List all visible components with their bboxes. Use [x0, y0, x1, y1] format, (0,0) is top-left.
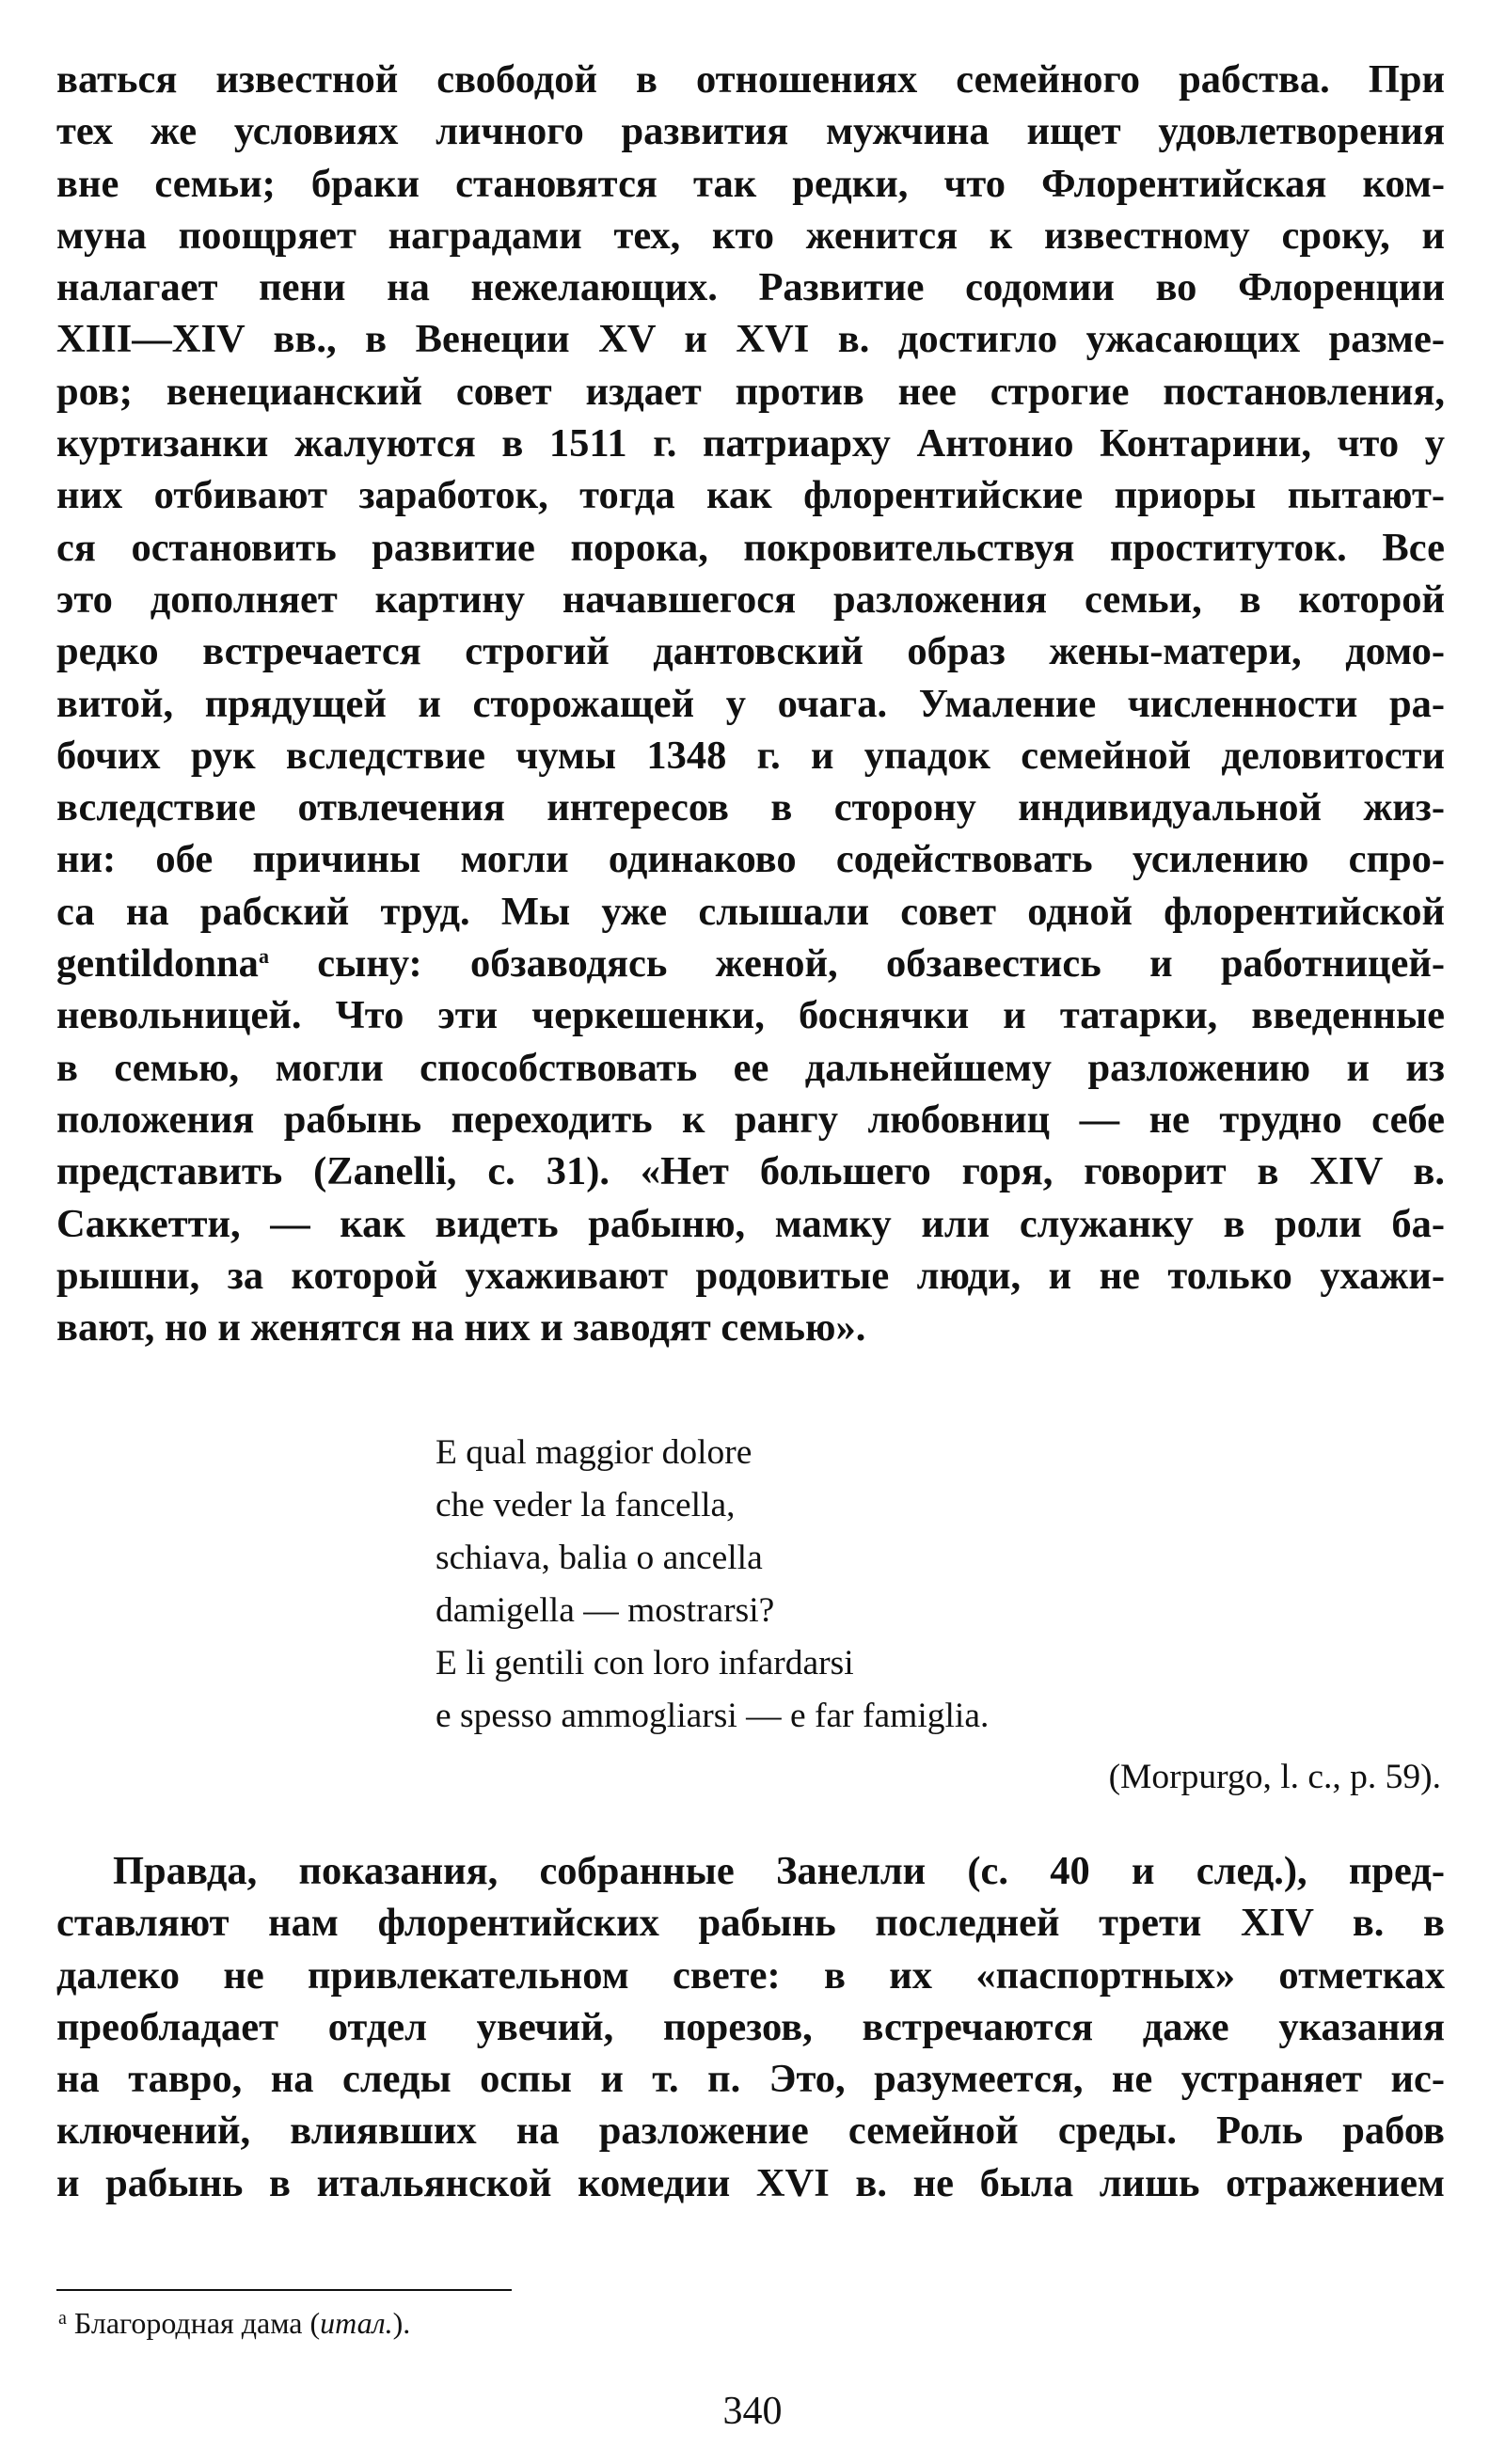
- verse-line: e spesso ammogliarsi — e far famiglia.: [436, 1697, 990, 1735]
- text-line: налагает пени на нежелающих. Развитие содомии во Флоренции: [56, 265, 1445, 310]
- text-line: на тавро, на следы оспы и т. п. Это, разумеется, не устраняет ис-: [56, 2057, 1445, 2102]
- footnote-ref-marker[interactable]: а: [258, 944, 269, 969]
- verse-line: schiava, balia o ancella: [436, 1539, 763, 1577]
- text-line: положения рабынь переходить к рангу любовниц — не трудно себе: [56, 1097, 1445, 1142]
- text-line: это дополняет картину начавшегося разложения семьи, в которой: [56, 577, 1445, 622]
- text-line: муна поощряет наградами тех, кто женится к известному сроку, и: [56, 213, 1445, 258]
- verse-line: E li gentili con loro infardarsi: [436, 1644, 854, 1682]
- text-line: ваться известной свободой в отношениях семейного рабства. При: [56, 57, 1445, 102]
- text-line: преобладает отдел увечий, порезов, встречаются даже указания: [56, 2004, 1445, 2049]
- paragraph-1: [56, 54, 1445, 1353]
- footnote-text: Благородная дама (: [73, 2306, 321, 2340]
- text-line-rest: сыну: обзаводясь женой, обзавестись и работницей-: [317, 941, 1445, 987]
- footnote-marker: а: [58, 2308, 67, 2329]
- footnote: [58, 2302, 410, 2344]
- text-line: ставляют нам флорентийских рабынь последней трети XIV в. в: [56, 1901, 1445, 1946]
- footnote-separator: [56, 2289, 512, 2291]
- text-line: рышни, за которой ухаживают родовитые люди, и не только ухажи-: [56, 1253, 1445, 1298]
- text-line: витой, прядущей и сторожащей у очага. Умаление численности ра-: [56, 681, 1445, 726]
- text-line: представить (Zanelli, с. 31). «Нет большего горя, говорит в XIV в.: [56, 1149, 1445, 1194]
- text-line: ключений, влиявших на разложение семейной среды. Роль рабов: [56, 2109, 1445, 2154]
- paragraph-2: [56, 1845, 1445, 2209]
- text-line-with-footnote-ref: [56, 938, 1445, 989]
- text-line: них отбивают заработок, тогда как флорентийские приоры пытают-: [56, 473, 1445, 518]
- verse-citation: (Morpurgo, l. c., p. 59).: [1108, 1758, 1441, 1796]
- text-line: ся остановить развитие порока, покровительствуя проституток. Все: [56, 525, 1445, 570]
- text-line: далеко не привлекательном свете: в их «паспортных» отметках: [56, 1952, 1445, 1998]
- text-line: и рабынь в итальянской комедии XVI в. не была лишь отражением: [56, 2160, 1445, 2205]
- text-line: вне семьи; браки становятся так редки, что Флорентийская ком-: [56, 161, 1445, 206]
- verse-line: E qual maggior dolore: [436, 1433, 752, 1472]
- text-line: ров; венецианский совет издает против нее строгие постановления,: [56, 369, 1445, 414]
- page-number: 340: [722, 2390, 783, 2433]
- text-line: вследствие отвлечения интересов в сторону индивидуальной жиз-: [56, 785, 1445, 830]
- text-line: вают, но и женятся на них и заводят семью».: [56, 1305, 866, 1350]
- footnote-text-end: ).: [392, 2306, 411, 2340]
- text-line: невольницей. Что эти черкешенки, боснячки и татарки, введенные: [56, 993, 1445, 1038]
- text-line: в семью, могли способствовать ее дальнейшему разложению и из: [56, 1045, 1445, 1090]
- text-line: Правда, показания, собранные Занелли (с. 40 и след.), пред-: [113, 1849, 1445, 1893]
- verse-quotation: [436, 1427, 1470, 1743]
- footnote-language-abbrev: итал.: [320, 2306, 393, 2340]
- text-line: XIII—XIV вв., в Венеции XV и XVI в. достигло ужасающих разме-: [56, 317, 1445, 362]
- text-line: куртизанки жалуются в 1511 г. патриарху Антонио Контарини, что у: [56, 421, 1445, 466]
- text-line: Саккетти, — как видеть рабыню, мамку или служанку в роли ба-: [56, 1201, 1445, 1246]
- text-line: тех же условиях личного развития мужчина ищет удовлетворения: [56, 109, 1445, 154]
- text-line: бочих рук вследствие чумы 1348 г. и упадок семейной деловитости: [56, 733, 1445, 778]
- verse-line: damigella — mostrarsi?: [436, 1591, 775, 1630]
- text-line: редко встречается строгий дантовский образ жены-матери, домо-: [56, 629, 1445, 674]
- footnote-word: gentildonna: [56, 941, 259, 987]
- text-line: са на рабский труд. Мы уже слышали совет одной флорентийской: [56, 889, 1445, 934]
- text-line: ни: обе причины могли одинаково содействовать усилению спро-: [56, 837, 1445, 882]
- verse-line: che veder la fancella,: [436, 1486, 736, 1524]
